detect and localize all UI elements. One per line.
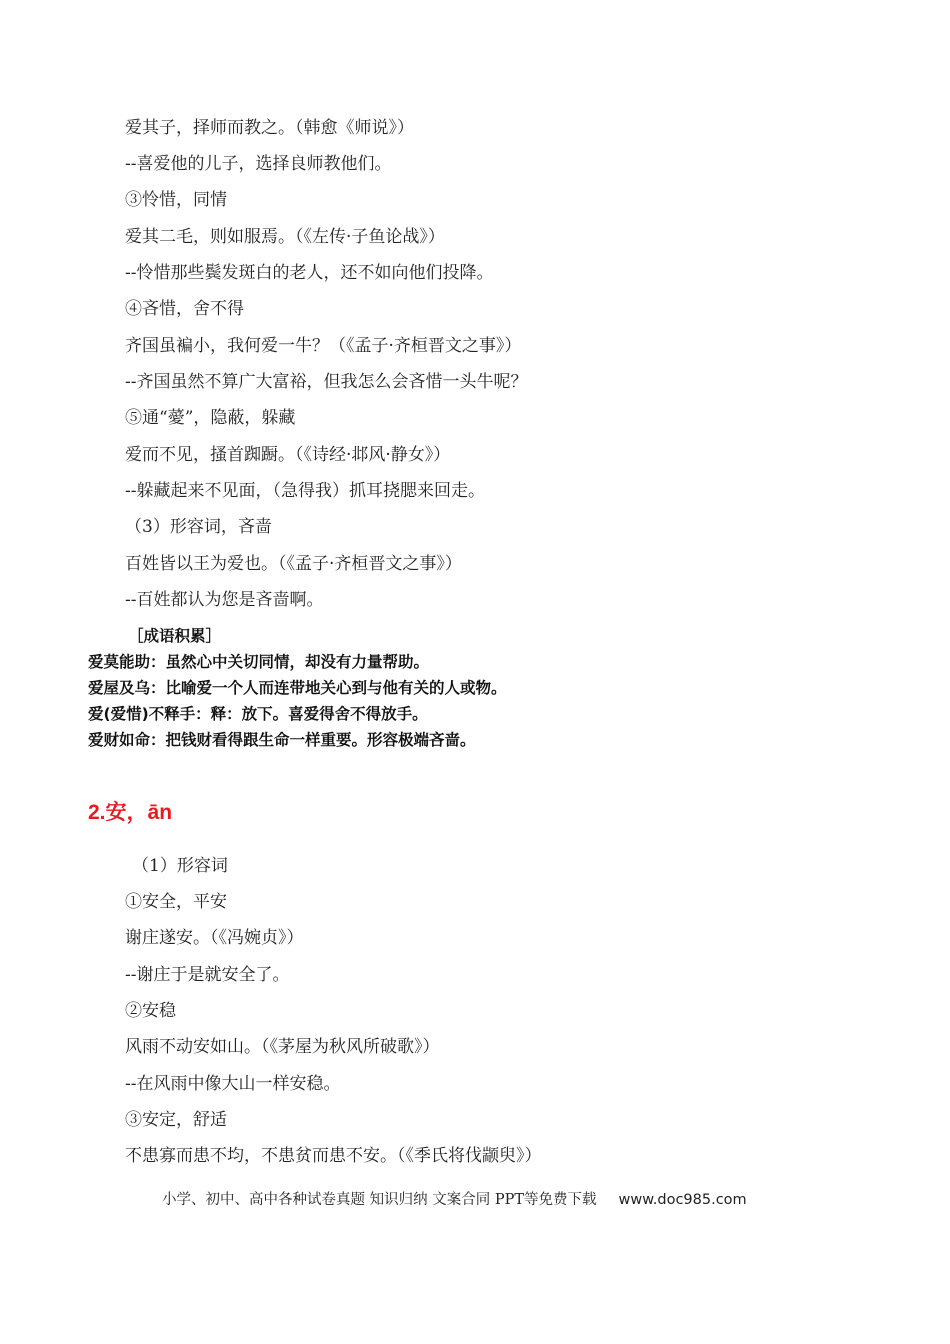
text-line: --在风雨中像大山一样安稳。: [125, 1074, 341, 1094]
text-line: 爱其二毛，则如服焉。（《左传·子鱼论战》）: [125, 227, 445, 247]
idiom-item: 爱莫能助：虽然心中关切同情，却没有力量帮助。: [88, 653, 430, 671]
footer-text: 小学、初中、高中各种试卷真题 知识归纳 文案合同 PPT等免费下载: [162, 1192, 597, 1208]
text-line: ②安稳: [125, 1001, 176, 1021]
idioms-title: ［成语积累］: [128, 627, 222, 645]
text-line: --怜惜那些鬓发斑白的老人，还不如向他们投降。: [125, 263, 494, 283]
text-line: 风雨不动安如山。（《茅屋为秋风所破歌》）: [125, 1037, 440, 1057]
idiom-item: 爱屋及乌：比喻爱一个人而连带地关心到与他有关的人或物。: [88, 679, 507, 697]
text-line: 爱其子，择师而教之。（韩愈《师说》）: [125, 118, 414, 138]
text-line: 百姓皆以王为爱也。（《孟子·齐桓晋文之事》）: [125, 554, 462, 574]
text-line: --齐国虽然不算广大富裕，但我怎么会吝惜一头牛呢？: [125, 372, 528, 392]
section-heading: 2.安，ān: [88, 801, 173, 824]
text-line: ①安全，平安: [125, 892, 227, 912]
page-footer: [162, 1190, 747, 1210]
text-line: 谢庄遂安。（《冯婉贞》）: [125, 928, 304, 948]
text-line: --喜爱他的儿子，选择良师教他们。: [125, 154, 392, 174]
text-line: --百姓都认为您是吝啬啊。: [125, 590, 324, 610]
footer-url-link[interactable]: www.doc985.com: [618, 1192, 747, 1208]
text-line: （1）形容词: [132, 856, 228, 876]
text-line: ③安定，舒适: [125, 1110, 227, 1130]
text-line: ④吝惜，舍不得: [125, 299, 244, 319]
text-line: ③怜惜，同情: [125, 190, 227, 210]
text-line: ⑤通“薆”，隐蔽，躲藏: [125, 408, 296, 428]
text-line: --躲藏起来不见面，（急得我）抓耳挠腮来回走。: [125, 481, 485, 501]
text-line: 齐国虽褊小，我何爱一牛？（《孟子·齐桓晋文之事》）: [125, 336, 522, 356]
text-line: --谢庄于是就安全了。: [125, 965, 290, 985]
text-line: 不患寡而患不均，不患贫而患不安。（《季氏将伐颛臾》）: [125, 1146, 542, 1166]
text-line: （3）形容词，吝啬: [125, 517, 272, 537]
idiom-item: 爱(爱惜)不释手：释：放下。喜爱得舍不得放手。: [88, 705, 428, 723]
idiom-item: 爱财如命：把钱财看得跟生命一样重要。形容极端吝啬。: [88, 731, 476, 749]
text-line: 爱而不见，搔首踟蹰。（《诗经·邶风·静女》）: [125, 445, 451, 465]
